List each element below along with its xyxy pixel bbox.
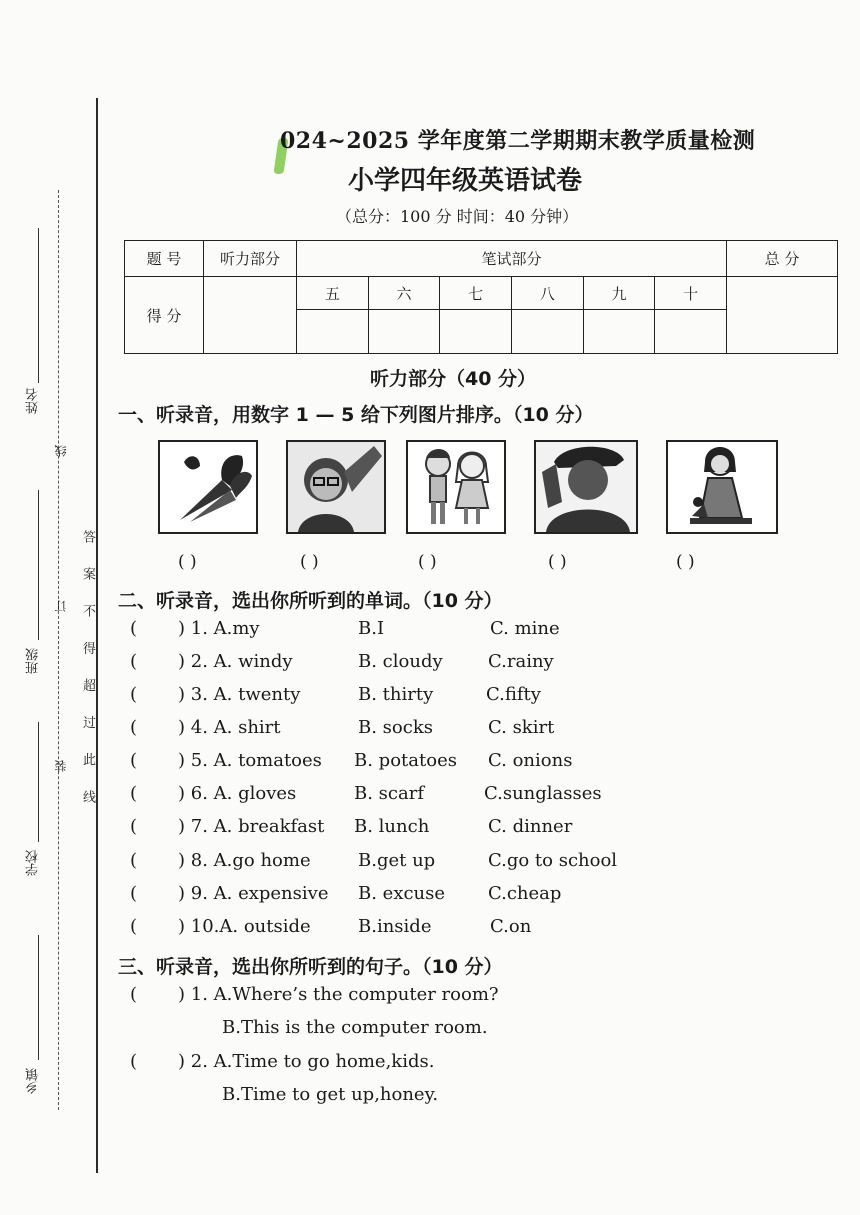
- option-b: B. socks: [358, 717, 433, 738]
- option-a: ) 9. A. expensive: [178, 883, 329, 904]
- answer-bracket[interactable]: (: [130, 783, 138, 804]
- header-listening: 听力部分: [204, 241, 297, 277]
- score-cell-7[interactable]: [440, 310, 512, 354]
- option-a: ) 2. A.Time to go home,kids.: [178, 1051, 435, 1072]
- seal-warning: 答 案 不 得 超 过 此 线: [80, 530, 95, 813]
- option-a: ) 8. A.go home: [178, 850, 311, 871]
- option-b: B.Time to get up,honey.: [222, 1084, 439, 1105]
- option-b: B.get up: [358, 850, 436, 871]
- line-mark: 线: [54, 445, 68, 457]
- option-c: C.go to school: [488, 850, 618, 871]
- option-c: C.on: [490, 916, 532, 937]
- score-table: [124, 240, 838, 354]
- option-c: C. skirt: [488, 717, 555, 738]
- option-c: C.rainy: [488, 651, 554, 672]
- option-a: ) 5. A. tomatoes: [178, 750, 322, 771]
- option-b: B. scarf: [354, 783, 424, 804]
- col-8: 八: [511, 277, 583, 310]
- option-c: C.sunglasses: [484, 783, 602, 804]
- header-score: 得 分: [125, 277, 204, 354]
- answer-bracket[interactable]: (: [130, 750, 138, 771]
- answer-bracket[interactable]: (: [130, 816, 138, 837]
- score-cell-9[interactable]: [583, 310, 655, 354]
- option-b: B. potatoes: [354, 750, 457, 771]
- picture-5-answer[interactable]: ( ): [676, 552, 695, 572]
- answer-bracket[interactable]: (: [130, 717, 138, 738]
- picture-carrots: [158, 440, 258, 534]
- staple-mark: 装: [54, 760, 68, 772]
- option-a: ) 3. A. twenty: [178, 684, 301, 705]
- name-blank: [38, 228, 39, 383]
- col-9: 九: [583, 277, 655, 310]
- picture-1-answer[interactable]: ( ): [178, 552, 197, 572]
- town-label: 乡镇: [26, 1068, 41, 1094]
- school-label: 学校: [26, 850, 41, 876]
- answer-bracket[interactable]: (: [130, 651, 138, 672]
- score-cell-10[interactable]: [655, 310, 727, 354]
- answer-bracket[interactable]: (: [130, 618, 138, 639]
- picture-boy-with-hat: [534, 440, 638, 534]
- bind-mark: 订: [54, 600, 68, 612]
- answer-bracket[interactable]: (: [130, 916, 138, 937]
- option-b: B. thirty: [358, 684, 434, 705]
- header-question-num: 题 号: [125, 241, 204, 277]
- option-a: ) 1. A.my: [178, 618, 260, 639]
- answer-bracket[interactable]: (: [130, 883, 138, 904]
- picture-2-answer[interactable]: ( ): [300, 552, 319, 572]
- answer-bracket[interactable]: (: [130, 850, 138, 871]
- col-6: 六: [368, 277, 440, 310]
- score-cell-8[interactable]: [511, 310, 583, 354]
- total-score-cell[interactable]: [727, 277, 838, 354]
- option-a: ) 4. A. shirt: [178, 717, 281, 738]
- exam-title: 024~2025 学年度第二学期期末教学质量检测: [280, 128, 756, 154]
- option-b: B. cloudy: [358, 651, 443, 672]
- school-blank: [38, 722, 39, 842]
- option-b: B.This is the computer room.: [222, 1017, 488, 1038]
- name-label: 姓名: [26, 388, 41, 414]
- section2-heading: 二、听录音，选出你所听到的单词。（10 分）: [118, 590, 503, 612]
- exam-info: （总分：100 分 时间：40 分钟）: [336, 207, 579, 226]
- listening-heading: 听力部分（40 分）: [370, 368, 537, 390]
- header-written: 笔试部分: [297, 241, 727, 277]
- class-label: 班级: [26, 648, 41, 674]
- listening-score-cell[interactable]: [204, 277, 297, 354]
- option-c: C.fifty: [486, 684, 541, 705]
- picture-girl-planting: [666, 440, 778, 534]
- col-5: 五: [297, 277, 369, 310]
- picture-man-eating: [286, 440, 386, 534]
- option-b: B.I: [358, 618, 385, 639]
- option-c: C. onions: [488, 750, 573, 771]
- picture-3-answer[interactable]: ( ): [418, 552, 437, 572]
- option-a: ) 1. A.Where’s the computer room?: [178, 984, 499, 1005]
- option-b: B. lunch: [354, 816, 430, 837]
- score-cell-5[interactable]: [297, 310, 369, 354]
- option-c: C. mine: [490, 618, 560, 639]
- option-a: ) 7. A. breakfast: [178, 816, 325, 837]
- town-blank: [38, 935, 39, 1060]
- option-b: B. excuse: [358, 883, 446, 904]
- header-total: 总 分: [727, 241, 838, 277]
- score-cell-6[interactable]: [368, 310, 440, 354]
- section3-heading: 三、听录音，选出你所听到的句子。（10 分）: [118, 956, 503, 978]
- col-10: 十: [655, 277, 727, 310]
- section1-heading: 一、听录音，用数字 1 — 5 给下列图片排序。（10 分）: [118, 404, 594, 426]
- answer-bracket[interactable]: (: [130, 984, 138, 1005]
- picture-boy-and-girl: [406, 440, 506, 534]
- option-c: C. dinner: [488, 816, 573, 837]
- option-a: ) 6. A. gloves: [178, 783, 297, 804]
- answer-bracket[interactable]: (: [130, 1051, 138, 1072]
- option-a: ) 10.A. outside: [178, 916, 311, 937]
- option-c: C.cheap: [488, 883, 562, 904]
- col-7: 七: [440, 277, 512, 310]
- picture-4-answer[interactable]: ( ): [548, 552, 567, 572]
- answer-bracket[interactable]: (: [130, 684, 138, 705]
- option-a: ) 2. A. windy: [178, 651, 293, 672]
- paper-title: 小学四年级英语试卷: [348, 166, 583, 196]
- cut-line: [58, 190, 59, 1110]
- option-b: B.inside: [358, 916, 432, 937]
- class-blank: [38, 490, 39, 640]
